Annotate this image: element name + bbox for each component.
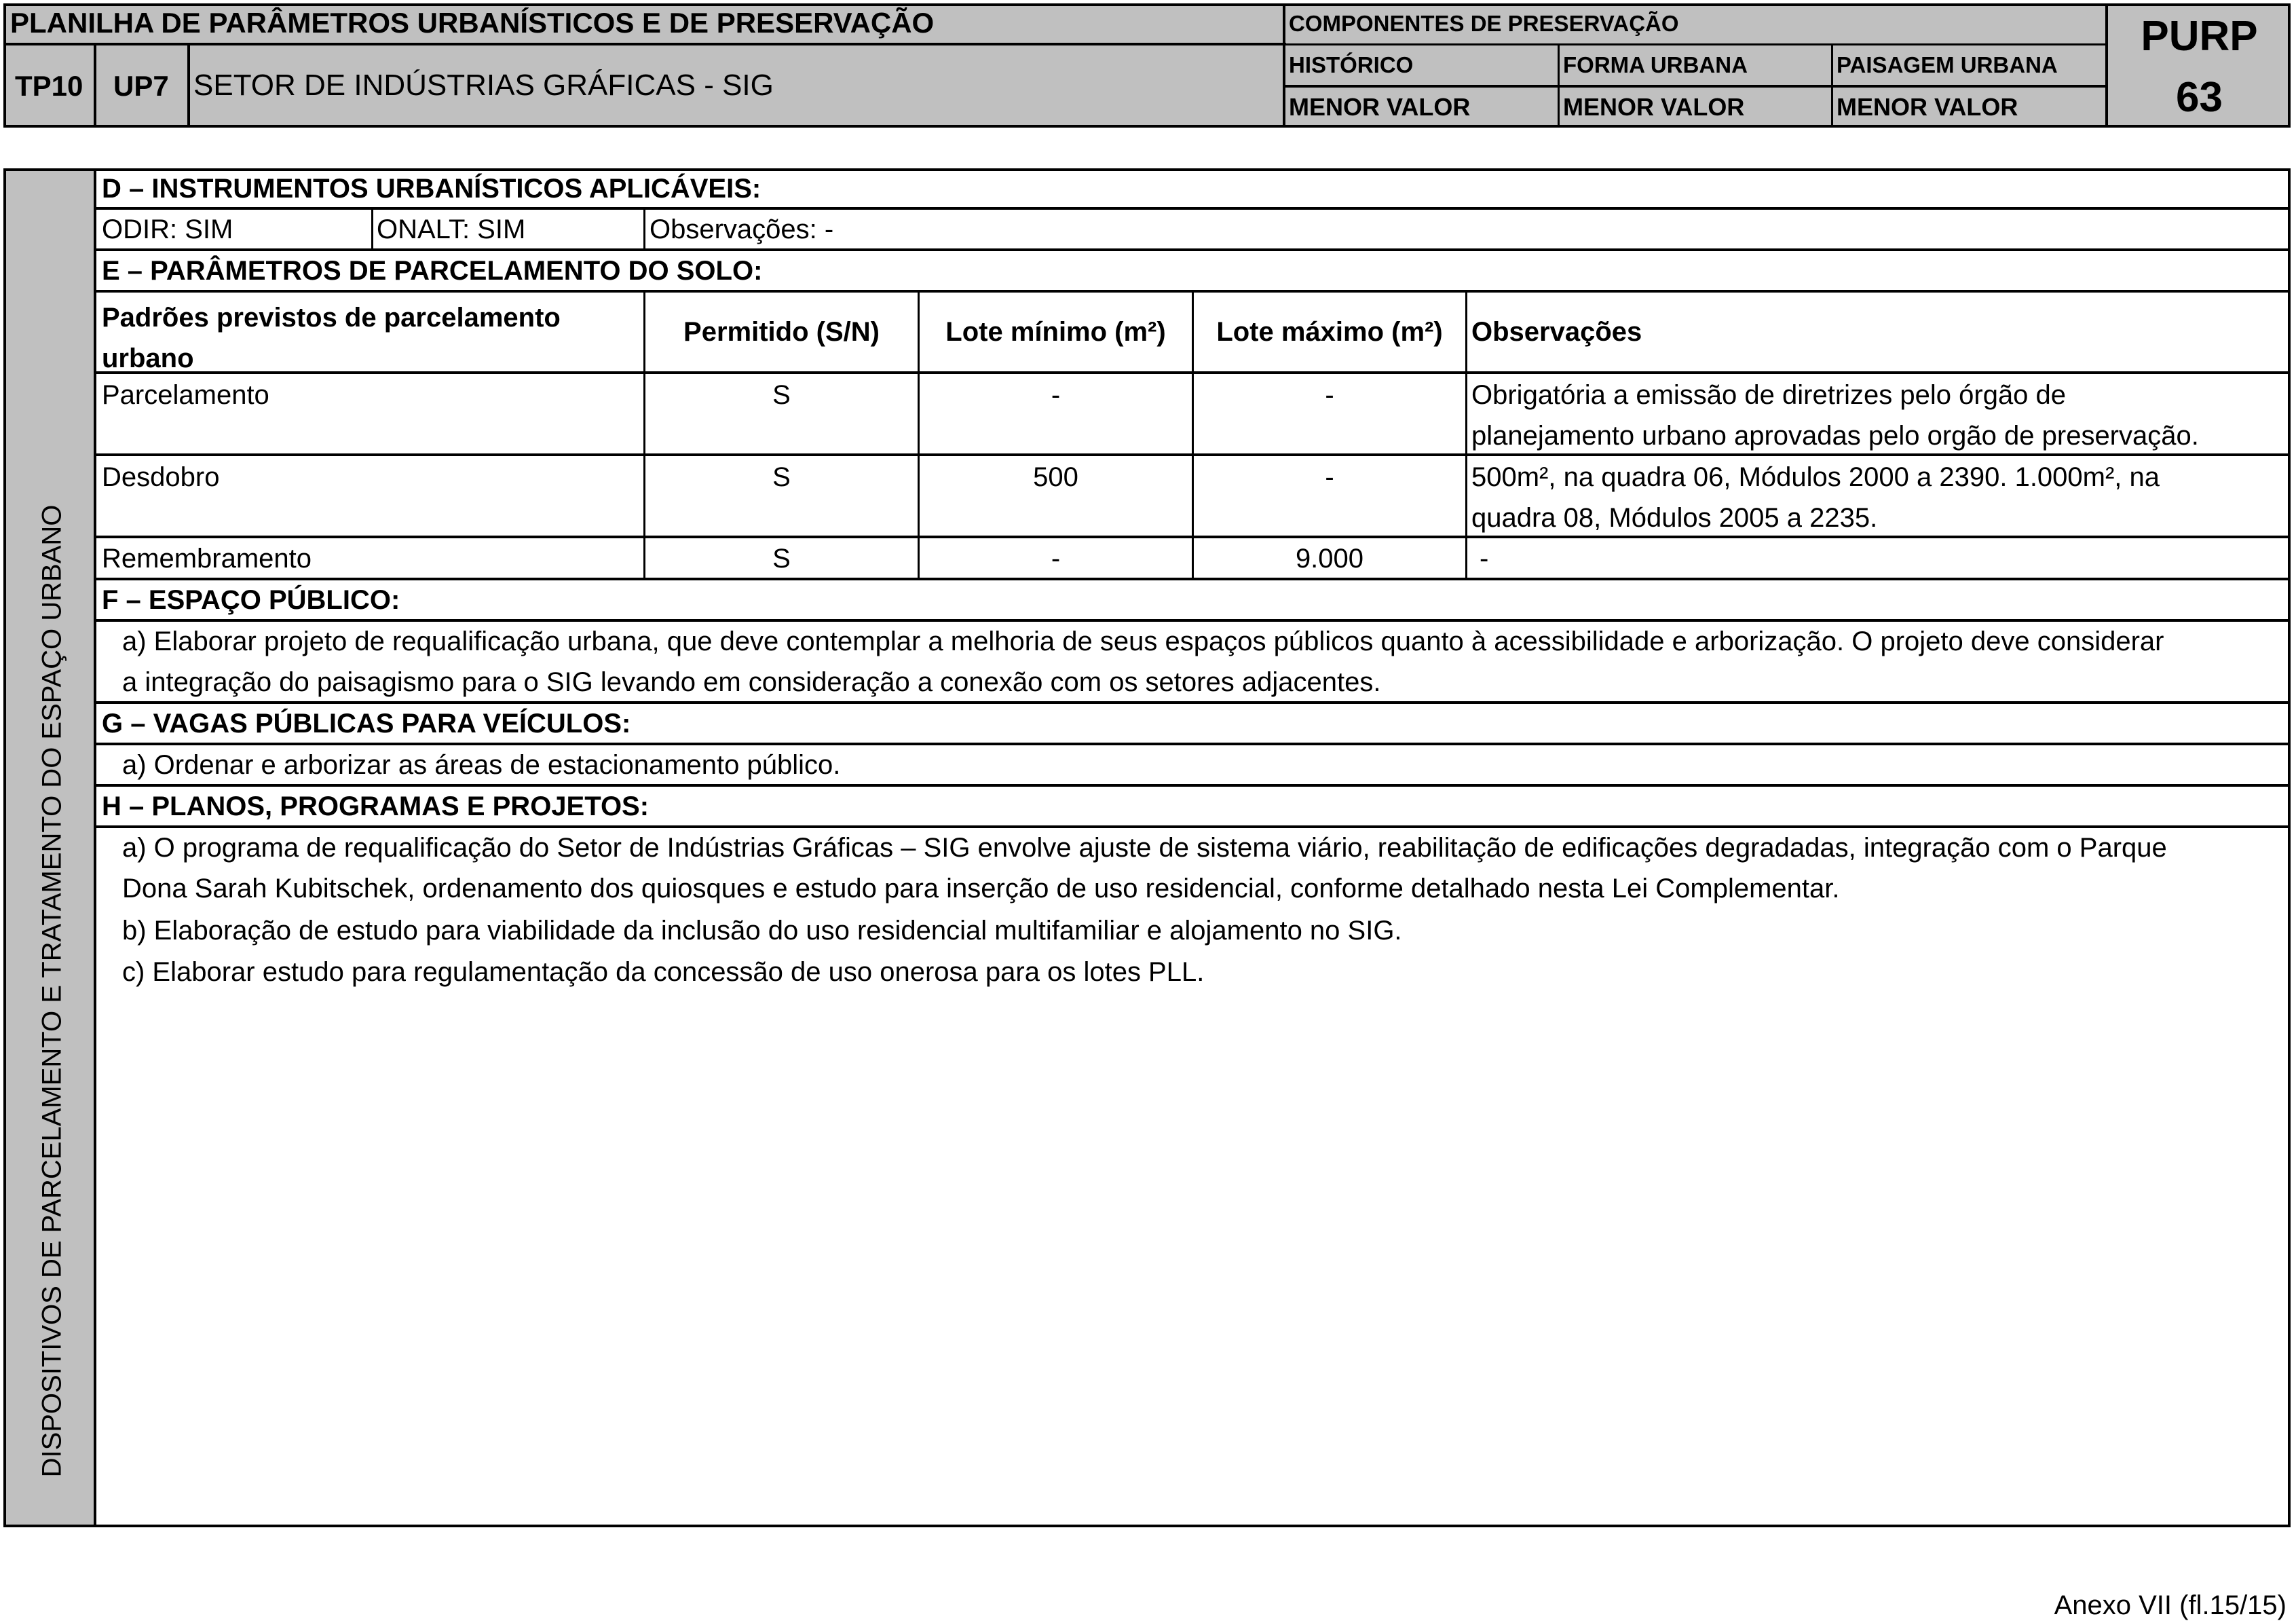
table-row-remembramento-min: -: [1051, 544, 1061, 574]
component-label-forma: FORMA URBANA: [1563, 52, 1748, 77]
purp-number: 63: [2176, 74, 2223, 121]
section-h-item-c: c) Elaborar estudo para regulamentação da concessão de uso onerosa para os lotes PLL.: [122, 957, 1205, 987]
sector-name: SETOR DE INDÚSTRIAS GRÁFICAS - SIG: [193, 69, 774, 102]
table-row-desdobro-obs-line2: quadra 08, Módulos 2005 a 2235.: [1471, 503, 1878, 533]
section-e-title: E – PARÂMETROS DE PARCELAMENTO DO SOLO:: [102, 256, 763, 286]
component-value-paisagem: MENOR VALOR: [1837, 93, 2018, 121]
section-f-title: F – ESPAÇO PÚBLICO:: [102, 585, 400, 615]
col-header-lote-maximo: Lote máximo (m²): [1216, 317, 1443, 347]
section-f-line2: a integração do paisagismo para o SIG levando em consideração a conexão com os setores adjacentes.: [122, 667, 1381, 697]
col-header-lote-minimo: Lote mínimo (m²): [945, 317, 1166, 347]
section-h-item-a-line1: a) O programa de requalificação do Setor de Indústrias Gráficas – SIG envolve ajuste de sistema viário, reabilitação de edificações degradadas, integração com o Parque: [122, 833, 2167, 863]
section-d-title: D – INSTRUMENTOS URBANÍSTICOS APLICÁVEIS:: [102, 174, 761, 204]
components-title: COMPONENTES DE PRESERVAÇÃO: [1289, 11, 1679, 36]
side-label: DISPOSITIVOS DE PARCELAMENTO E TRATAMENTO DO ESPAÇO URBANO: [37, 504, 67, 1478]
onalt-value: ONALT: SIM: [377, 214, 526, 244]
up-code: UP7: [113, 70, 169, 102]
table-row-remembramento-permitido: S: [772, 544, 791, 574]
table-row-parcelamento-min: -: [1051, 380, 1061, 410]
table-row-desdobro-obs-line1: 500m², na quadra 06, Módulos 2000 a 2390. 1.000m², na: [1471, 462, 2160, 492]
instruments-observations: Observações: -: [650, 214, 834, 244]
table-row-remembramento-max: 9.000: [1295, 544, 1364, 574]
component-label-paisagem: PAISAGEM URBANA: [1837, 52, 2058, 77]
odir-value: ODIR: SIM: [102, 214, 233, 244]
section-g-title: G – VAGAS PÚBLICAS PARA VEÍCULOS:: [102, 709, 631, 739]
table-row-desdobro-permitido: S: [772, 462, 791, 492]
section-f-line1: a) Elaborar projeto de requalificação urbana, que deve contemplar a melhoria de seus espaços públicos quanto à acessibilidade e arborização. O projeto deve considerar: [122, 627, 2164, 656]
col-header-padroes: Padrões previstos de parcelamento urbano: [102, 303, 561, 373]
col-header-permitido: Permitido (S/N): [683, 317, 880, 347]
page-title: PLANILHA DE PARÂMETROS URBANÍSTICOS E DE PRESERVAÇÃO: [10, 7, 935, 39]
section-h-item-b: b) Elaboração de estudo para viabilidade da inclusão do uso residencial multifamiliar e alojamento no SIG.: [122, 916, 1402, 946]
table-row-parcelamento-permitido: S: [772, 380, 791, 410]
table-row-parcelamento-padrao: Parcelamento: [102, 380, 269, 410]
table-row-desdobro-min: 500: [1033, 462, 1078, 492]
table-row-remembramento-obs: -: [1480, 544, 1489, 574]
table-row-parcelamento-obs-line1: Obrigatória a emissão de diretrizes pelo órgão de: [1471, 380, 2067, 410]
table-row-desdobro-padrao: Desdobro: [102, 462, 220, 492]
purp-label: PURP: [2141, 13, 2258, 60]
component-value-historico: MENOR VALOR: [1289, 93, 1471, 121]
component-value-forma: MENOR VALOR: [1563, 93, 1745, 121]
table-row-parcelamento-obs-line2: planejamento urbano aprovadas pelo orgão de preservação.: [1471, 421, 2199, 451]
component-label-historico: HISTÓRICO: [1289, 52, 1414, 77]
table-row-desdobro-max: -: [1325, 462, 1334, 492]
section-h-title: H – PLANOS, PROGRAMAS E PROJETOS:: [102, 791, 650, 821]
col-header-observacoes: Observações: [1471, 317, 1642, 347]
section-h-item-a-line2: Dona Sarah Kubitschek, ordenamento dos quiosques e estudo para inserção de uso residencial, conforme detalhado nesta Lei Complementar.: [122, 874, 1840, 903]
table-row-remembramento-padrao: Remembramento: [102, 544, 312, 574]
tp-code: TP10: [15, 70, 83, 102]
footer-annex: Anexo VII (fl.15/15): [2054, 1590, 2286, 1620]
table-row-parcelamento-max: -: [1325, 380, 1334, 410]
section-g-line1: a) Ordenar e arborizar as áreas de estacionamento público.: [122, 750, 841, 780]
